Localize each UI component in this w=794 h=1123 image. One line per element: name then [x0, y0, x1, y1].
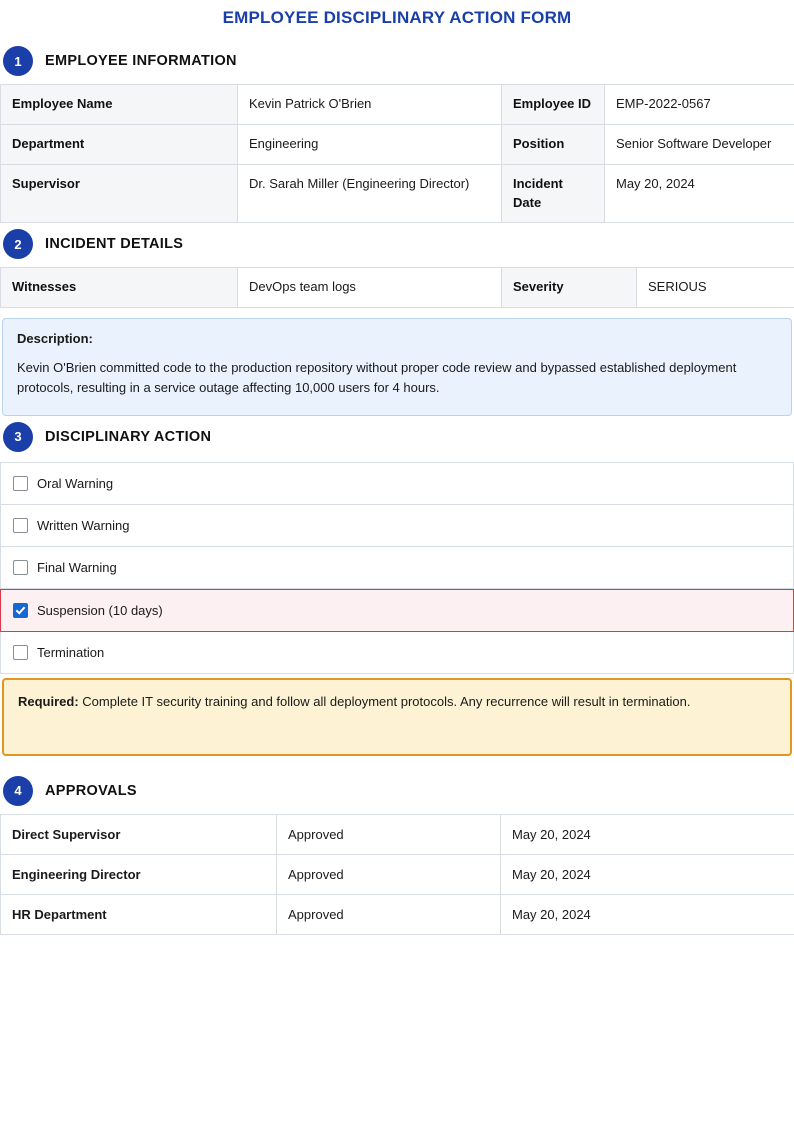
section-title: DISCIPLINARY ACTION: [45, 428, 212, 445]
approval-role: Engineering Director: [1, 854, 277, 894]
field-value: May 20, 2024: [605, 164, 794, 223]
section-number-badge: 2: [3, 229, 33, 259]
section-header-approvals: [0, 770, 794, 814]
approval-status: Approved: [277, 814, 501, 854]
checkbox-oral-warning[interactable]: [13, 476, 28, 491]
page-title: EMPLOYEE DISCIPLINARY ACTION FORM: [222, 8, 572, 27]
approval-date: May 20, 2024: [501, 854, 794, 894]
field-value: Engineering: [238, 124, 502, 164]
approval-role: Direct Supervisor: [1, 814, 277, 854]
field-label: Position: [502, 124, 605, 164]
section-header-employee-information: [0, 40, 794, 84]
field-label: Department: [1, 124, 238, 164]
action-option-oral-warning[interactable]: [0, 462, 794, 505]
field-value: SERIOUS: [637, 268, 794, 308]
action-option-label: Suspension (10 days): [37, 602, 163, 618]
action-option-label: Final Warning: [37, 559, 117, 575]
action-option-termination[interactable]: [0, 632, 794, 674]
checkbox-suspension[interactable]: [13, 603, 28, 618]
section-title: INCIDENT DETAILS: [45, 236, 184, 253]
checkbox-written-warning[interactable]: [13, 518, 28, 533]
field-label: Supervisor: [1, 164, 238, 223]
action-option-final-warning[interactable]: [0, 547, 794, 589]
table-row: [1, 268, 794, 308]
section-title: EMPLOYEE INFORMATION: [45, 53, 237, 69]
field-label: Incident Date: [502, 164, 605, 223]
approval-role: HR Department: [1, 894, 277, 934]
section-number-badge: 4: [3, 776, 33, 806]
section-header-disciplinary-action: [0, 416, 794, 460]
action-option-suspension[interactable]: [0, 589, 794, 632]
section-number-badge: 1: [3, 46, 33, 76]
field-value: Senior Software Developer: [605, 124, 794, 164]
table-row: [1, 814, 794, 854]
approvals-table: [0, 814, 794, 935]
incident-description-box: [2, 318, 792, 415]
action-option-written-warning[interactable]: [0, 505, 794, 547]
field-value: Dr. Sarah Miller (Engineering Director): [238, 164, 502, 223]
required-label: Required:: [18, 693, 79, 709]
table-row: [1, 85, 794, 125]
field-label: Employee Name: [1, 85, 238, 125]
action-option-label: Termination: [37, 644, 105, 660]
employee-information-table: [0, 84, 794, 223]
approval-status: Approved: [277, 894, 501, 934]
field-label: Severity: [502, 268, 637, 308]
approval-status: Approved: [277, 854, 501, 894]
field-value: DevOps team logs: [238, 268, 502, 308]
disciplinary-action-options: [0, 462, 794, 674]
description-text: Kevin O'Brien committed code to the production repository without proper code review and bypassed established deployment protocols, resulting in a service outage affecting 10,000 users for 4 hours.: [17, 360, 737, 396]
description-label: Description:: [17, 331, 93, 347]
field-value: EMP-2022-0567: [605, 85, 794, 125]
section-header-incident-details: [0, 223, 794, 267]
approval-date: May 20, 2024: [501, 814, 794, 854]
approval-date: May 20, 2024: [501, 894, 794, 934]
table-row: [1, 164, 794, 223]
action-option-label: Written Warning: [37, 517, 130, 533]
section-number-badge: 3: [3, 422, 33, 452]
field-label: Witnesses: [1, 268, 238, 308]
field-value: Kevin Patrick O'Brien: [238, 85, 502, 125]
action-option-label: Oral Warning: [37, 475, 114, 491]
required-actions-box: [2, 678, 792, 756]
checkbox-final-warning[interactable]: [13, 560, 28, 575]
table-row: [1, 854, 794, 894]
incident-details-table: [0, 267, 794, 308]
required-text: Complete IT security training and follow all deployment protocols. Any recurrence will result in termination.: [82, 693, 691, 709]
field-label: Employee ID: [502, 85, 605, 125]
section-title: APPROVALS: [45, 782, 137, 799]
table-row: [1, 894, 794, 934]
table-row: [1, 124, 794, 164]
checkbox-termination[interactable]: [13, 645, 28, 660]
